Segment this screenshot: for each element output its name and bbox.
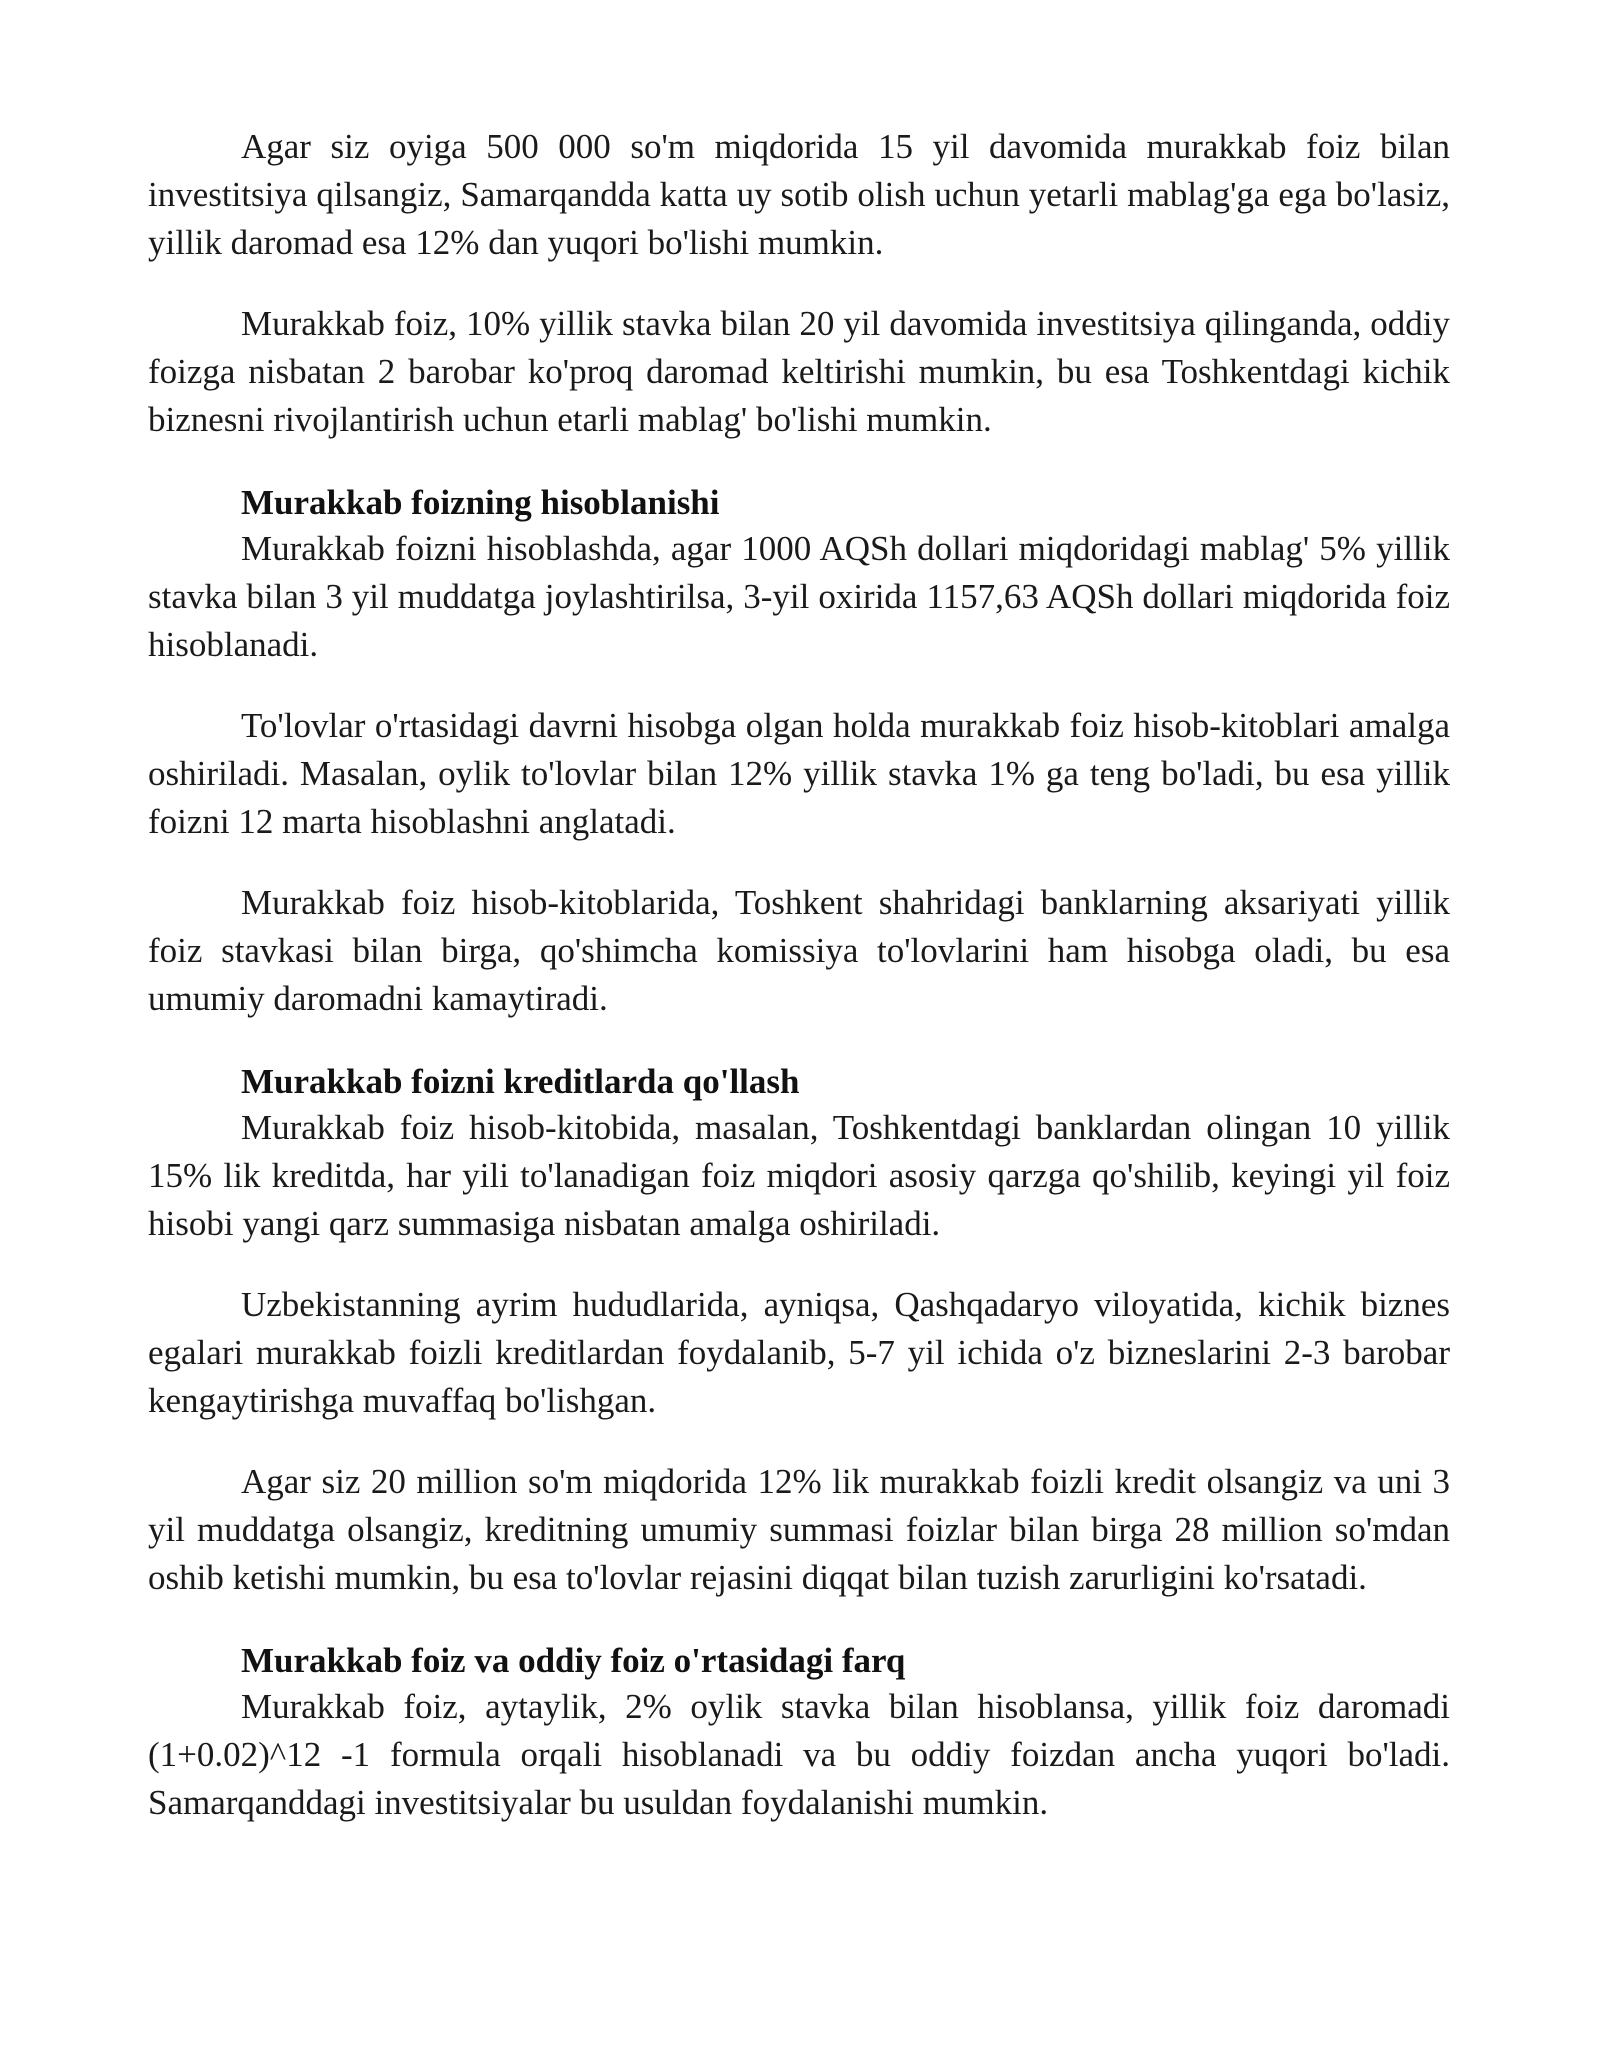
intro-paragraph-2: Murakkab foiz, 10% yillik stavka bilan 20 yil davomida investitsiya qilinganda, oddiy foizga nisbatan 2 barobar ko'proq daromad keltirishi mumkin, bu esa Toshkentdagi kichik biznesni rivojlantirish uchun etarli mablag' bo'lishi mumkin. <box>148 304 1450 439</box>
section-1-paragraph-3: Murakkab foiz hisob-kitoblarida, Toshkent shahridagi banklarning aksariyati yillik foiz stavkasi bilan birga, qo'shimcha komissiya to'lovlarini ham hisobga oladi, bu esa umumiy daromadni kamaytiradi. <box>148 883 1450 1018</box>
section-heading-kreditlarda: Murakkab foizni kreditlarda qo'llash <box>241 1062 800 1101</box>
section-2-paragraph-3: Agar siz 20 million so'm miqdorida 12% lik murakkab foizli kredit olsangiz va uni 3 yil muddatga olsangiz, kreditning umumiy summasi foizlar bilan birga 28 million so'mdan oshib ketishi mumkin, bu esa to'lovlar rejasini diqqat bilan tuzish zarurligini ko'rsatadi. <box>148 1462 1450 1597</box>
intro-paragraph-1: Agar siz oyiga 500 000 so'm miqdorida 15 yil davomida murakkab foiz bilan investitsiya qilsangiz, Samarqandda katta uy sotib olish uchun yetarli mablag'ga ega bo'lasiz, yillik daromad esa 12% dan yuqori bo'lishi mumkin. <box>148 127 1450 262</box>
section-heading-hisoblanishi: Murakkab foizning hisoblanishi <box>241 483 720 522</box>
section-2-paragraph-1: Murakkab foiz hisob-kitobida, masalan, Toshkentdagi banklardan olingan 10 yillik 15% lik kreditda, har yili to'lanadigan foiz miqdori asosiy qarzga qo'shilib, keyingi yil foiz hisobi yangi qarz summasiga nisbatan amalga oshiriladi. <box>148 1108 1450 1243</box>
document-body <box>148 123 1450 1827</box>
section-1-paragraph-2: To'lovlar o'rtasidagi davrni hisobga olgan holda murakkab foiz hisob-kitoblari amalga oshiriladi. Masalan, oylik to'lovlar bilan 12% yillik stavka 1% ga teng bo'ladi, bu esa yillik foizni 12 marta hisoblashni anglatadi. <box>148 706 1450 841</box>
section-heading-farq: Murakkab foiz va oddiy foiz o'rtasidagi farq <box>241 1641 906 1680</box>
section-3-paragraph-1: Murakkab foiz, aytaylik, 2% oylik stavka bilan hisoblansa, yillik foiz daromadi (1+0.02)^12 -1 formula orqali hisoblanadi va bu oddiy foizdan ancha yuqori bo'ladi. Samarqanddagi investitsiyalar bu usuldan foydalanishi mumkin. <box>148 1687 1450 1822</box>
section-1-paragraph-1: Murakkab foizni hisoblashda, agar 1000 AQSh dollari miqdoridagi mablag' 5% yillik stavka bilan 3 yil muddatga joylashtirilsa, 3-yil oxirida 1157,63 AQSh dollari miqdorida foiz hisoblanadi. <box>148 529 1450 664</box>
section-2-paragraph-2: Uzbekistanning ayrim hududlarida, ayniqsa, Qashqadaryo viloyatida, kichik biznes egalari murakkab foizli kreditlardan foydalanib, 5-7 yil ichida o'z bizneslarini 2-3 barobar kengaytirishga muvaffaq bo'lishgan. <box>148 1285 1450 1420</box>
